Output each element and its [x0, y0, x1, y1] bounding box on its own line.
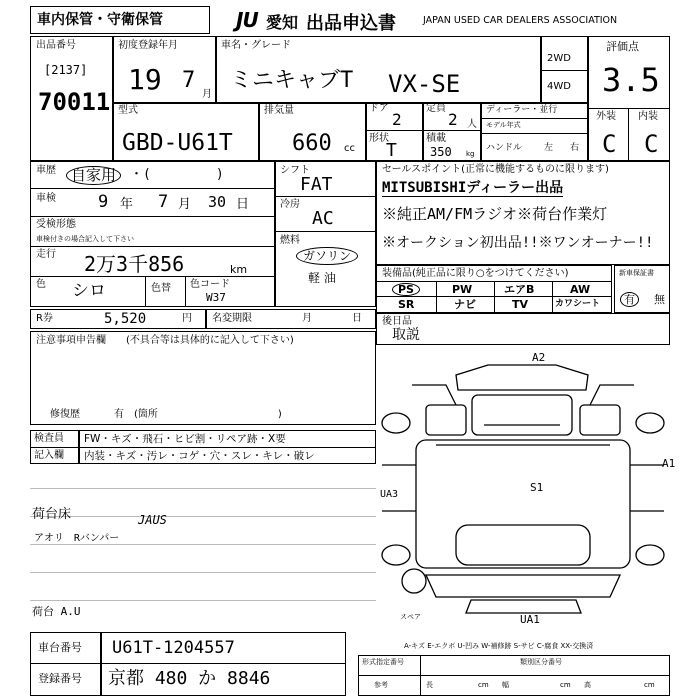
ext-label: 外装 [596, 111, 616, 122]
color-code-label: 色コード [190, 279, 230, 290]
model-label: 型式 [118, 105, 138, 116]
sales-line-1: ※純正AM/FMラジオ※荷台作業灯 [382, 205, 608, 223]
score-label: 評価点 [606, 40, 639, 53]
color-value: シロ [72, 281, 106, 301]
shift-value: FAT [300, 174, 333, 195]
notes-label: 注意事項申告欄 [36, 335, 106, 346]
shift-label: シフト [280, 165, 310, 176]
entry-label: 記入欄 [34, 450, 64, 461]
deadline-month-unit: 月 [302, 313, 312, 324]
doors-value: 2 [392, 110, 402, 129]
cc-label: 排気量 [264, 105, 294, 116]
equip-ps: PS [392, 283, 420, 296]
int-grade: C [644, 130, 659, 158]
mileage-value: 2万3千856 [84, 252, 185, 276]
mileage-label: 走行 [36, 249, 56, 260]
storage-label: 車内保管・守衛保管 [37, 12, 163, 28]
ext-grade: C [602, 130, 617, 158]
inspection-month: 7 [158, 192, 169, 212]
sales-dealer: MITSUBISHIディーラー出品 [382, 180, 564, 196]
drive-2wd: 2WD [547, 53, 571, 64]
cooling-value: AC [312, 208, 334, 229]
storage-box [30, 6, 210, 34]
damage-s1: S1 [530, 481, 544, 494]
first-reg-label: 初度登録年月 [118, 40, 178, 51]
repair-place: (箇所 ) [134, 409, 282, 420]
shape-label: 形状 [369, 133, 389, 144]
car-damage-diagram [376, 345, 670, 635]
reg-month-unit: 月 [202, 89, 212, 100]
pref-label: 愛知 [266, 13, 299, 32]
equip-tv: TV [512, 298, 529, 311]
memo-mark: JAUS [138, 513, 167, 527]
warranty-no: 無 [654, 293, 665, 306]
memo-line-1: 荷台床 [32, 507, 72, 522]
load-unit: kg [466, 150, 475, 158]
equipment-label: 装備品(純正品に限り○をつけてください) [382, 268, 569, 279]
lot-sub-number: [2137] [44, 63, 88, 77]
reg-month: 7 [182, 68, 196, 93]
color-change-label: 色替 [151, 283, 171, 294]
reg-year: 19 [128, 63, 162, 96]
sales-line-2: ※オークション初出品!!※ワンオーナー!! [382, 235, 654, 251]
memo-line-3: 荷台 A.U [32, 605, 81, 618]
sales-label: セールスポイント(正常に機能するものに限ります) [382, 164, 609, 175]
dim-height-cm: cm [644, 681, 655, 689]
dim-height: 高 [584, 681, 591, 689]
equip-aw: AW [570, 283, 591, 296]
notes-sub: (不具合等は具体的に記入して下さい) [126, 335, 294, 346]
spare-label: スペア [400, 613, 421, 621]
equip-pw: PW [452, 283, 473, 296]
cc-unit: cc [344, 143, 355, 154]
model-code: GBD-U61T [122, 130, 233, 156]
cc-value: 660 [292, 131, 332, 156]
damage-a1: A1 [662, 457, 676, 470]
association-name: JAPAN USED CAR DEALERS ASSOCIATION [423, 15, 618, 26]
tax-unit: 円 [182, 313, 192, 324]
inspector-label: 検査員 [34, 433, 64, 444]
damage-ua3: UA3 [380, 489, 399, 500]
inspection-label: 車検 [36, 193, 56, 204]
equip-sr: SR [398, 298, 415, 311]
model-year-label: モデル年式 [486, 121, 521, 129]
score-value: 3.5 [602, 61, 660, 99]
inspection-year-unit: 年 [120, 197, 134, 212]
lot-number: 70011 [38, 88, 111, 116]
damage-legend: A-キズ E-エクボ U-凹み W-補修跡 S-サビ C-腐食 XX-交換済 [404, 642, 594, 650]
deadline-day-unit: 日 [352, 313, 362, 324]
tax-label: R券 [36, 313, 53, 324]
shape-value: T [386, 140, 397, 161]
chassis-value: U61T-1204557 [112, 638, 235, 658]
dim-length-cm: cm [478, 681, 489, 689]
history-label: 車歴 [36, 165, 56, 176]
plate-value: 京都 480 か 8846 [108, 668, 271, 689]
dealer-parallel-label: ディーラー・並行 [486, 105, 558, 115]
inspection-month-unit: 月 [178, 197, 192, 212]
fw-row: FW・キズ・飛石・ヒビ割・リペア跡・X要 [84, 433, 286, 445]
car-grade: VX-SE [388, 70, 461, 98]
handle-label: ハンドル [486, 143, 523, 153]
equip-airbag: エアB [504, 283, 535, 296]
lot-label: 出品番号 [36, 40, 76, 51]
dim-length: 長 [426, 681, 433, 689]
class-no-label: 類別区分番号 [520, 658, 562, 666]
load-label: 積載 [426, 133, 446, 144]
interior-row: 内装・キズ・汚レ・コゲ・穴・スレ・キレ・破レ [84, 450, 315, 462]
repair-has: 有 [114, 409, 124, 420]
handle-right: 右 [570, 143, 580, 153]
inspection-year: 9 [98, 192, 109, 212]
history-value: 自家用 [66, 166, 121, 185]
inspection-day-unit: 日 [236, 197, 250, 212]
tax-value: 5,520 [104, 311, 147, 327]
damage-ua1: UA1 [520, 613, 540, 626]
handle-left: 左 [544, 143, 554, 153]
receive-label: 受検形態 [36, 219, 76, 230]
dim-width: 幅 [502, 681, 509, 689]
doors-label: ドア [369, 103, 389, 114]
equip-navi: ナビ [454, 298, 476, 311]
dim-width-cm: cm [560, 681, 571, 689]
memo-line-2: アオリ Rバンパー [34, 533, 120, 544]
ref-label: 参考 [374, 681, 388, 689]
load-value: 350 [430, 145, 452, 159]
name-change-label: 名変期限 [212, 313, 252, 324]
plate-label: 登録番号 [38, 672, 82, 685]
type-no-label: 形式指定番号 [362, 658, 404, 666]
after-label: 後日品 [382, 316, 412, 327]
receive-sub: 車検付きの場合記入して下さい [36, 235, 134, 243]
tax-row [30, 309, 376, 329]
mileage-unit: km [230, 263, 248, 276]
color-label: 色 [36, 279, 46, 290]
drive-4wd: 4WD [547, 81, 571, 92]
color-code-value: W37 [206, 291, 226, 304]
after-value: 取説 [392, 327, 420, 343]
capacity-label: 定員 [426, 103, 446, 114]
ju-logo: JU [236, 8, 258, 32]
cooling-label: 冷房 [280, 199, 300, 210]
chassis-label: 車台番号 [38, 641, 82, 654]
fuel-diesel: 軽 油 [308, 271, 336, 285]
capacity-value: 2 [448, 110, 458, 129]
form-title: 出品申込書 [306, 13, 396, 34]
equip-leather: カワシート [555, 299, 601, 309]
fuel-gasoline: ガソリン [296, 247, 358, 265]
warranty-yes: 有 [620, 292, 639, 307]
capacity-unit: 人 [467, 119, 477, 130]
after-block [376, 313, 670, 345]
car-name-label: 車名・グレード [221, 40, 291, 51]
warranty-label: 新車保証書 [619, 269, 654, 277]
fuel-label: 燃料 [280, 235, 300, 246]
car-name: ミニキャブT [230, 68, 354, 93]
int-label: 内装 [638, 111, 658, 122]
repair-label: 修復歴 [50, 409, 80, 420]
inspection-day: 30 [208, 193, 227, 211]
damage-a2: A2 [532, 351, 546, 364]
history-rest: ・( ) [130, 167, 224, 182]
